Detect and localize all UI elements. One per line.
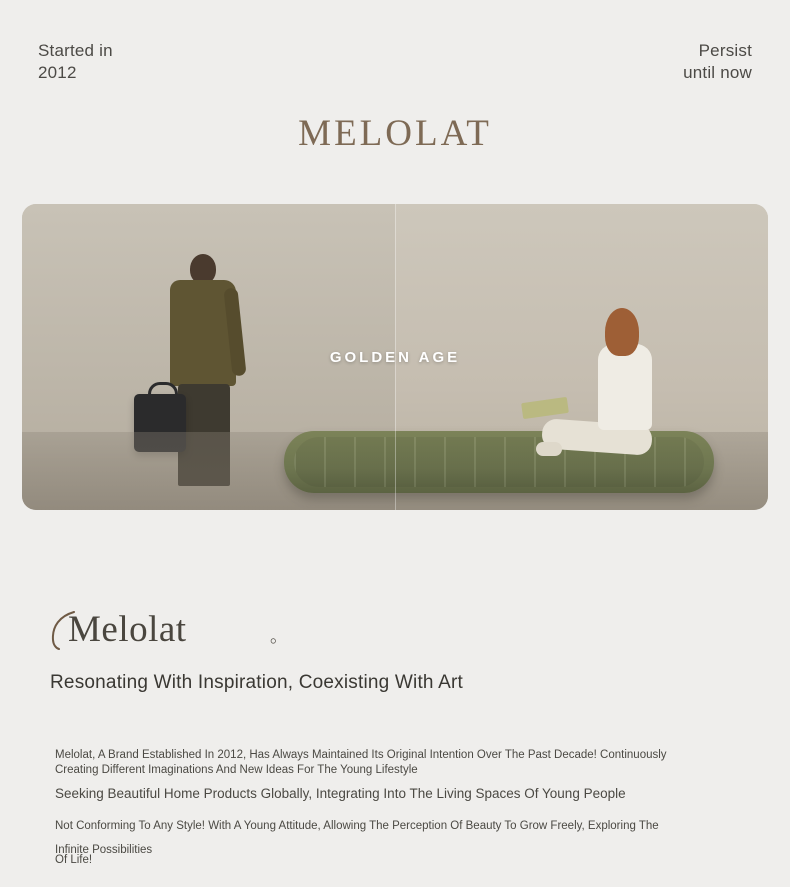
logo-dot-glyph: 。 <box>270 626 288 646</box>
paragraph-5-line1: Of Life! <box>55 854 93 866</box>
brand-title: MELOLAT <box>298 113 492 154</box>
persist-line1: Persist <box>698 41 752 60</box>
paragraph-2-line1: Seeking Beautiful Home Products Globally, Integrating Into The Living Spaces Of Young People <box>55 786 626 801</box>
paragraph-4-line1: Infinite Possibilities <box>55 844 153 856</box>
started-in-label <box>38 40 113 84</box>
persist-line2: until now <box>683 63 752 82</box>
logo-wordmark: Melolat <box>68 609 187 650</box>
hero-caption: GOLDEN AGE <box>329 348 461 366</box>
paragraph-1-line2: Creating Different Imaginations And New Ideas For The Young Lifestyle <box>55 764 418 776</box>
paragraph-5-container <box>55 853 715 868</box>
header-meta-row <box>0 40 790 96</box>
paragraph-2-container <box>55 785 715 803</box>
paragraph-1-line1: Melolat, A Brand Established In 2012, Has Always Maintained Its Original Intention Over The Past Decade! Continuously <box>55 749 667 761</box>
persist-until-now-label <box>683 40 752 84</box>
started-in-line1: Started in <box>38 41 113 60</box>
hero-banner <box>22 204 768 510</box>
paragraph-3-container <box>55 819 715 834</box>
started-in-line2: 2012 <box>38 63 77 82</box>
paragraph-1-container <box>55 748 715 778</box>
tagline: Resonating With Inspiration, Coexisting With Art <box>50 672 463 693</box>
paragraph-3-line1: Not Conforming To Any Style! With A Young Attitude, Allowing The Perception Of Beauty To Grow Freely, Exploring The <box>55 820 659 832</box>
